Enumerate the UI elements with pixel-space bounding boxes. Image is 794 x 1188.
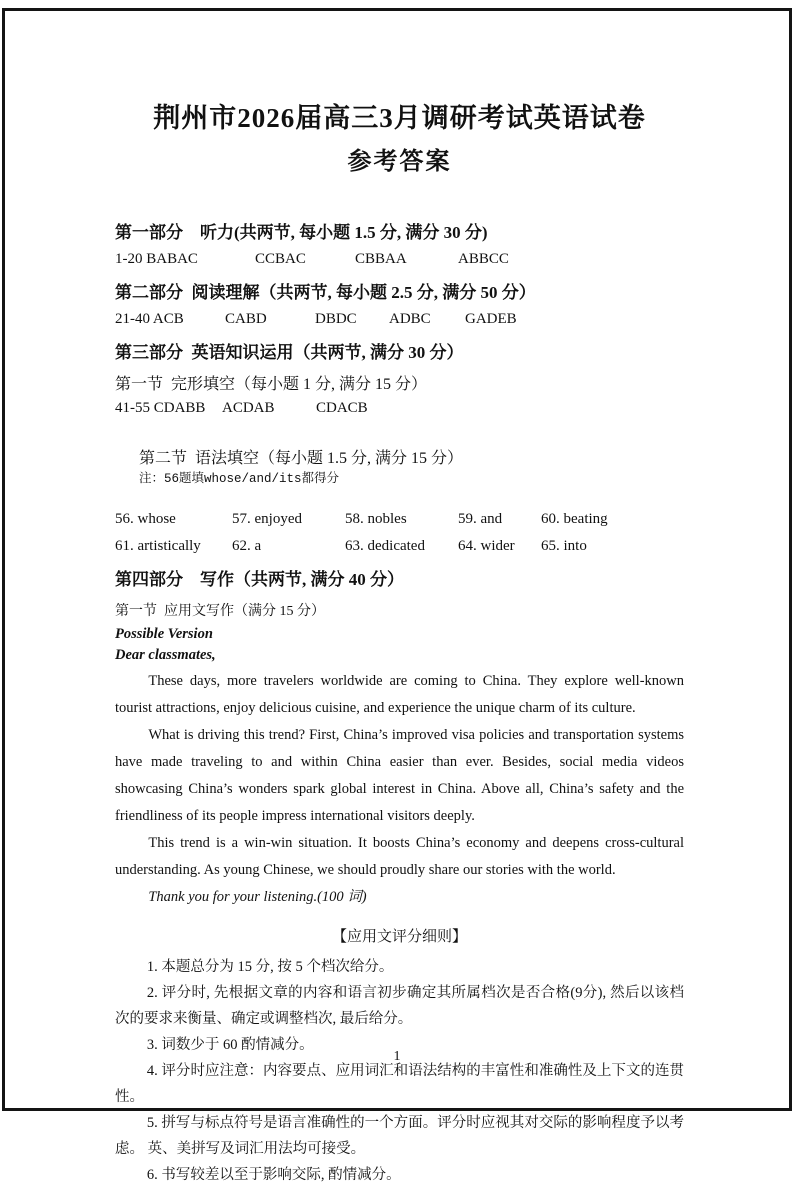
section-header-note: 注：56题填whose/and/its都得分 xyxy=(139,472,340,486)
part3-section1-header: 第一节 完形填空（每小题 1 分, 满分 15 分） xyxy=(115,376,428,393)
answer-item: 57. enjoyed xyxy=(232,511,302,527)
answer-item: 63. dedicated xyxy=(345,538,425,554)
rubric-item: 4. 评分时应注意：内容要点、应用词汇和语法结构的丰富性和准确性及上下文的连贯性。 xyxy=(115,1063,684,1105)
rubric-item: 5. 拼写与标点符号是语言准确性的一个方面。评分时应视其对交际的影响程度予以考虑。 英、美拼写及词汇用法均可接受。 xyxy=(115,1115,684,1157)
part2-answers xyxy=(115,311,684,328)
part3-header: 第三部分 英语知识运用（共两节, 满分 30 分） xyxy=(115,343,464,362)
essay-salutation: Dear classmates, xyxy=(115,647,216,663)
document-content xyxy=(115,96,684,1188)
answer-group: CCBAC xyxy=(255,251,306,267)
answer-item: 60. beating xyxy=(541,511,608,527)
part3-section2-header xyxy=(115,427,684,505)
possible-version-label: Possible Version xyxy=(115,626,213,642)
essay-closing: Thank you for your listening.(100 词) xyxy=(148,889,367,905)
document-title: 荆州市2026届高三3月调研考试英语试卷 xyxy=(153,103,646,133)
rubric-item: 6. 书写较差以至于影响交际, 酌情减分。 xyxy=(146,1167,401,1183)
answer-group: 1-20 BABAC xyxy=(115,251,198,267)
answer-group: 21-40 ACB xyxy=(115,311,184,327)
answer-item: 64. wider xyxy=(458,538,515,554)
answer-item: 61. artistically xyxy=(115,538,201,554)
page-number: 1 xyxy=(393,1049,401,1064)
answer-item: 56. whose xyxy=(115,511,176,527)
section-header-text: 第二节 语法填空（每小题 1.5 分, 满分 15 分） xyxy=(139,450,464,467)
part2-header: 第二部分 阅读理解（共两节, 每小题 2.5 分, 满分 50 分） xyxy=(115,283,536,302)
essay-paragraph: These days, more travelers worldwide are coming to China. They explore well-known tourist attractions, enjoy delicious cuisine, and experience the unique charm of its culture. xyxy=(115,673,684,716)
rubric-item: 3. 词数少于 60 酌情减分。 xyxy=(146,1037,314,1053)
answer-group: 41-55 CDABB xyxy=(115,400,206,416)
answer-group: ACDAB xyxy=(222,400,275,416)
answer-group: DBDC xyxy=(315,311,357,327)
part4-header: 第四部分 写作（共两节, 满分 40 分） xyxy=(115,570,404,589)
grammar-answers-row1 xyxy=(115,511,684,528)
answer-group: CBBAA xyxy=(355,251,407,267)
answer-group: CDACB xyxy=(316,400,368,416)
answer-item: 59. and xyxy=(458,511,503,527)
answer-item: 58. nobles xyxy=(345,511,407,527)
answer-item: 62. a xyxy=(232,538,262,554)
essay-paragraph: What is driving this trend? First, China’s improved visa policies and transportation systems have made traveling to and within China easier than ever. Besides, social media videos showcasing China’s wonders spark global interest in China. Above all, China’s safety and the friendliness of its people impress international visitors deeply. xyxy=(115,727,684,824)
part3-section1-answers xyxy=(115,400,684,417)
answer-item: 65. into xyxy=(541,538,587,554)
answer-group: ABBCC xyxy=(458,251,509,267)
essay-paragraph: This trend is a win-win situation. It boosts China’s economy and deepens cross-cultural understanding. As young Chinese, we should proudly share our stories with the world. xyxy=(115,835,684,878)
answer-group: ADBC xyxy=(389,311,431,327)
grammar-answers-row2 xyxy=(115,538,684,555)
rubric-item: 2. 评分时, 先根据文章的内容和语言初步确定其所属档次是否合格(9分), 然后以该档次的要求来衡量、确定或调整档次, 最后给分。 xyxy=(115,985,684,1027)
part4-section1-header: 第一节 应用文写作（满分 15 分） xyxy=(115,604,325,619)
answer-group: GADEB xyxy=(465,311,517,327)
rubric-header: 【应用文评分细则】 xyxy=(331,929,467,945)
answer-group: CABD xyxy=(225,311,267,327)
rubric-item: 1. 本题总分为 15 分, 按 5 个档次给分。 xyxy=(146,959,394,975)
part1-answers xyxy=(115,251,684,268)
document-subtitle: 参考答案 xyxy=(347,149,452,175)
part1-header: 第一部分 听力(共两节, 每小题 1.5 分, 满分 30 分) xyxy=(115,223,488,242)
